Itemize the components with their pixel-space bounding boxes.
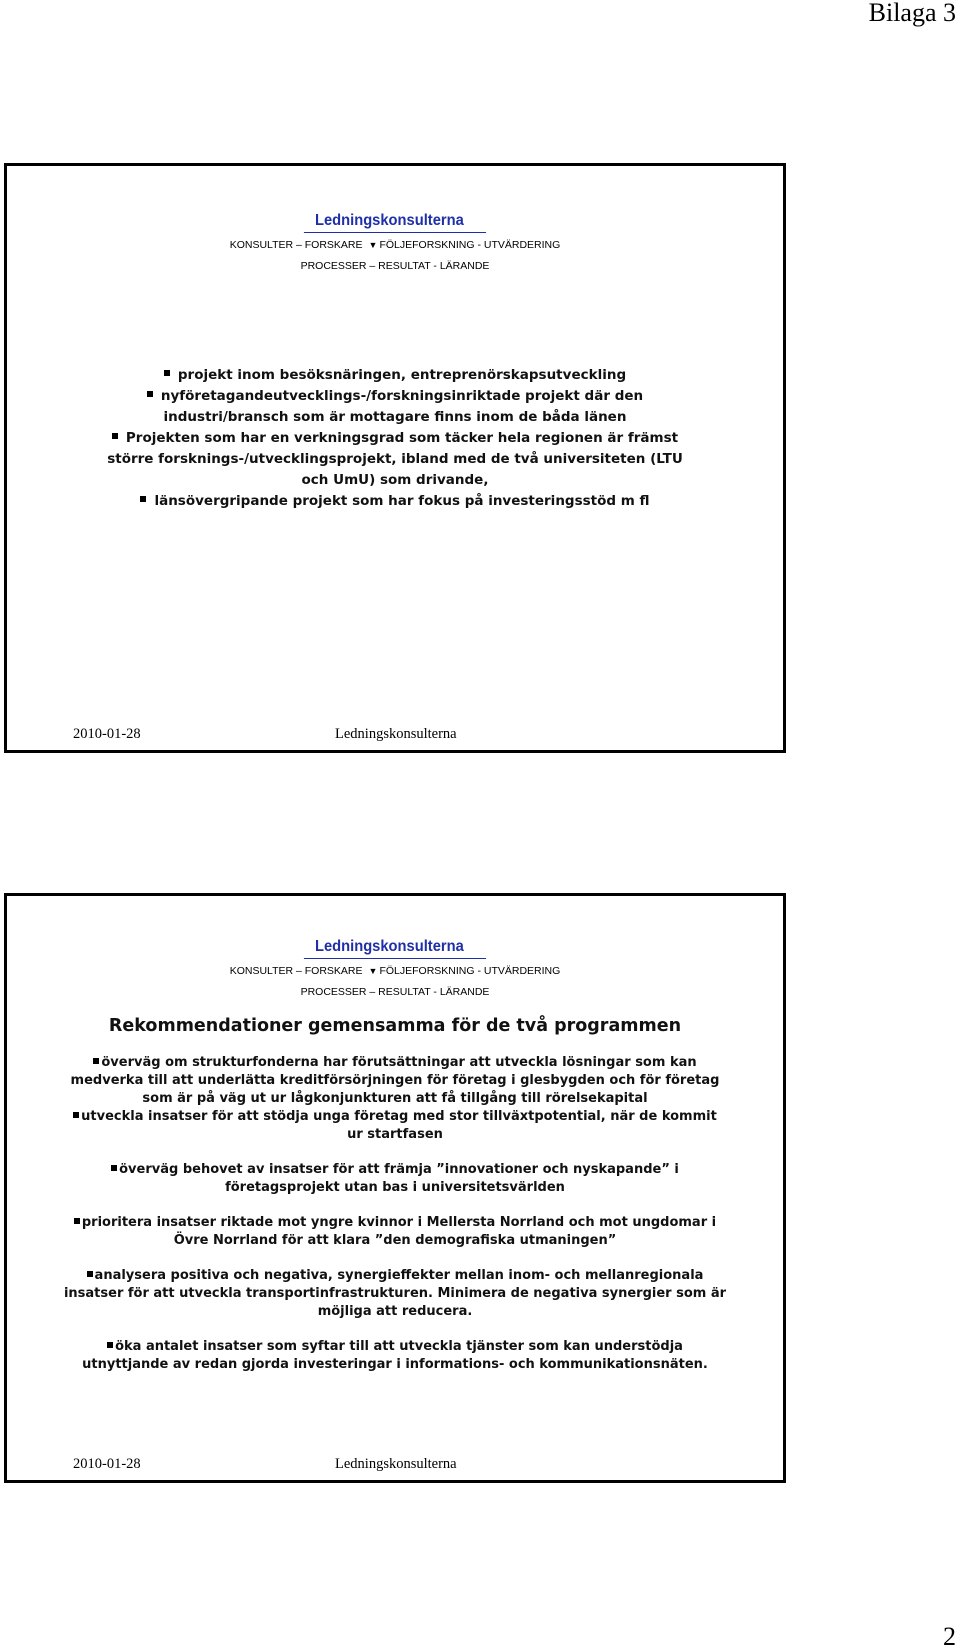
triangle-down-icon: ▼ [368,240,378,250]
square-bullet-icon [140,496,146,502]
text-line: ur startfasen [347,1127,443,1142]
logo-text: Ledningskonsulterna [304,212,486,233]
square-bullet-icon [111,1165,117,1171]
footer-org: Ledningskonsulterna [335,1456,457,1472]
text-line: insatser för att utveckla transportinfrastrukturen. Minimera de negativa synergier som är [63,1286,727,1301]
list-item: analysera positiva och negativa, synergieffekter mellan inom- och mellanregionala [7,1267,783,1285]
square-bullet-icon [87,1271,93,1277]
square-bullet-icon [74,1218,80,1224]
text-line: Övre Norrland för att klara ”den demografiska utmaningen” [173,1233,617,1248]
list-item: projekt inom besöksnäringen, entreprenörskapsutveckling [7,365,783,386]
list-item: prioritera insatser riktade mot yngre kvinnor i Mellersta Norrland och mot ungdomar i [7,1214,783,1232]
slide-1-branding [7,210,783,277]
text-line: industri/bransch som är mottagare finns inom de båda länen [163,409,627,425]
list-item: överväg om strukturfonderna har förutsättningar att utveckla lösningar som kan [7,1054,783,1072]
text-line: medverka till att underlätta kreditförsörjningen för företag i glesbygden och för företag [70,1073,720,1088]
list-item: länsövergripande projekt som har fokus på investeringsstöd m fl [7,491,783,512]
logo-text: Ledningskonsulterna [304,938,486,959]
slide-1 [4,163,786,753]
page-header: Bilaga 3 [868,0,956,27]
footer-date: 2010-01-28 [73,1456,141,1472]
tagline-line-2: PROCESSER – RESULTAT - LÄRANDE [300,260,490,272]
slide-2 [4,893,786,1483]
text-line: företagsprojekt utan bas i universitetsvärlden [225,1180,565,1195]
footer-org: Ledningskonsulterna [335,726,457,742]
square-bullet-icon [112,433,118,439]
slide-1-bullets [7,365,783,512]
tagline-line-2: PROCESSER – RESULTAT - LÄRANDE [300,986,490,998]
text-line: som är på väg ut ur lågkonjunkturen att få tillgång till rörelsekapital [142,1091,648,1106]
page-number: 2 [943,1622,956,1651]
slide-2-recommendations [7,1054,783,1374]
list-item: nyföretagandeutvecklings-/forskningsinriktade projekt där den [7,386,783,407]
square-bullet-icon [147,391,153,397]
tagline-line-1: KONSULTER – FORSKARE ▼ FÖLJEFORSKNING - UTVÄRDERING [7,235,783,256]
square-bullet-icon [107,1342,113,1348]
slide-title: Rekommendationer gemensamma för de två programmen [108,1016,682,1036]
list-item: Projekten som har en verkningsgrad som täcker hela regionen är främst [7,428,783,449]
square-bullet-icon [93,1058,99,1064]
text-line: möjliga att reducera. [317,1304,473,1319]
text-line: utnyttjande av redan gjorda investeringar i informations- och kommunikationsnäten. [82,1357,708,1372]
text-line: och UmU) som drivande, [301,472,489,488]
footer-date: 2010-01-28 [73,726,141,742]
slide-2-branding [7,936,783,1003]
text-line: större forsknings-/utvecklingsprojekt, ibland med de två universiteten (LTU [107,451,683,467]
tagline-line-1: KONSULTER – FORSKARE ▼ FÖLJEFORSKNING - UTVÄRDERING [7,961,783,982]
square-bullet-icon [73,1112,79,1118]
triangle-down-icon: ▼ [368,966,378,976]
list-item: utveckla insatser för att stödja unga företag med stor tillväxtpotential, när de kommit [7,1108,783,1126]
square-bullet-icon [164,370,170,376]
list-item: överväg behovet av insatser för att främja ”innovationer och nyskapande” i [7,1161,783,1179]
list-item: öka antalet insatser som syftar till att utveckla tjänster som kan understödja [7,1338,783,1356]
